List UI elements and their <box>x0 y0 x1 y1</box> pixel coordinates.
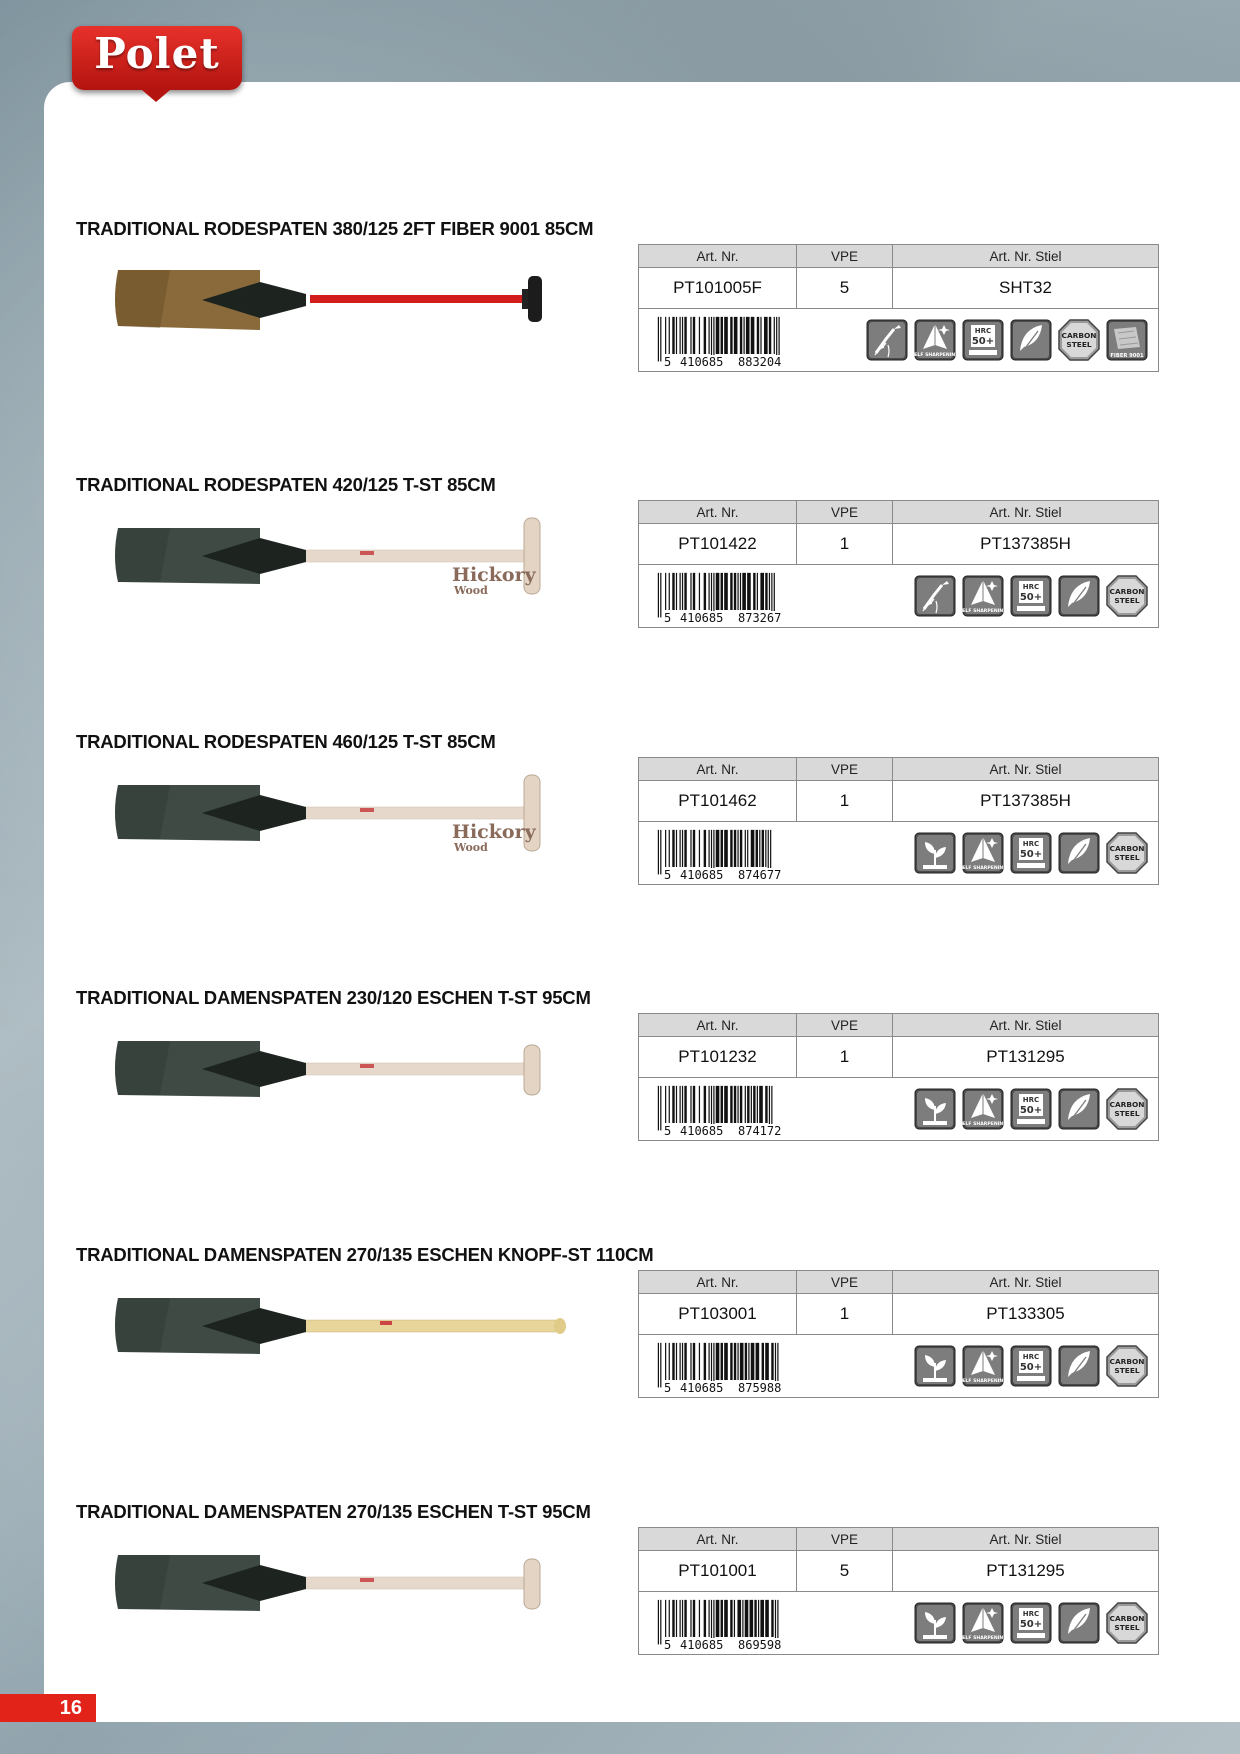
polet-logo: Polet <box>72 26 242 90</box>
feather-light-icon <box>1058 832 1100 874</box>
hrc-50-icon <box>1010 1602 1052 1644</box>
ean-left-digits: 410685 <box>680 355 724 369</box>
vpe-value: 1 <box>797 1294 893 1335</box>
feature-icons <box>797 1335 1159 1398</box>
carbon-steel-icon <box>1058 319 1100 361</box>
barcode-cell <box>639 1592 797 1655</box>
carbon-steel-icon <box>1106 575 1148 617</box>
feature-icons <box>797 1078 1159 1141</box>
spec-table <box>638 500 1159 628</box>
svg-text:STEEL: STEEL <box>1114 1366 1140 1375</box>
feather-light-icon <box>1058 1088 1100 1130</box>
self-sharpening-icon <box>958 832 1008 874</box>
spec-table <box>638 757 1159 885</box>
stiel-value: SHT32 <box>893 268 1159 309</box>
spec-table <box>638 1527 1159 1655</box>
svg-text:CARBON: CARBON <box>1109 1100 1145 1109</box>
stiel-value: PT131295 <box>893 1037 1159 1078</box>
art-nr-value: PT101422 <box>639 524 797 565</box>
self-sharpening-icon <box>958 575 1008 617</box>
svg-text:CARBON: CARBON <box>1109 1614 1145 1623</box>
self-sharpening-icon <box>958 1345 1008 1387</box>
product-entry <box>0 731 1240 931</box>
ean-left-digits: 410685 <box>680 1124 724 1138</box>
ean-right-digits: 873267 <box>738 611 782 625</box>
hrc-50-icon <box>962 319 1004 361</box>
header-art-nr-stiel: Art. Nr. Stiel <box>893 245 1159 268</box>
root-cutting-icon <box>914 575 956 617</box>
svg-text:SELF SHARPENING: SELF SHARPENING <box>958 609 1008 614</box>
art-nr-value: PT101462 <box>639 781 797 822</box>
barcode-cell <box>639 309 797 372</box>
barcode-cell <box>639 1078 797 1141</box>
svg-text:HRC: HRC <box>1022 1096 1040 1104</box>
spade-image <box>110 1272 570 1382</box>
header-vpe: VPE <box>797 758 893 781</box>
svg-text:SELF SHARPENING: SELF SHARPENING <box>958 1636 1008 1641</box>
svg-text:SELF SHARPENING: SELF SHARPENING <box>958 1379 1008 1384</box>
svg-text:FIBER 9001: FIBER 9001 <box>1110 353 1144 359</box>
product-entry <box>0 987 1240 1187</box>
header-vpe: VPE <box>797 1528 893 1551</box>
carbon-steel-icon <box>1106 1088 1148 1130</box>
stiel-value: PT133305 <box>893 1294 1159 1335</box>
svg-text:SELF SHARPENING: SELF SHARPENING <box>958 866 1008 871</box>
header-vpe: VPE <box>797 501 893 524</box>
header-art-nr-stiel: Art. Nr. Stiel <box>893 1271 1159 1294</box>
header-vpe: VPE <box>797 1271 893 1294</box>
feather-light-icon <box>1058 1602 1100 1644</box>
stiel-value: PT137385H <box>893 781 1159 822</box>
ean-lead-digit: 5 <box>664 1381 672 1395</box>
spec-table <box>638 244 1159 372</box>
svg-text:SELF SHARPENING: SELF SHARPENING <box>958 1122 1008 1127</box>
svg-text:HRC: HRC <box>1022 1610 1040 1618</box>
product-title: TRADITIONAL RODESPATEN 420/125 T-ST 85CM <box>76 474 496 495</box>
svg-text:CARBON: CARBON <box>1109 1357 1145 1366</box>
carbon-steel-icon <box>1106 1602 1148 1644</box>
feather-light-icon <box>1010 319 1052 361</box>
header-art-nr-stiel: Art. Nr. Stiel <box>893 758 1159 781</box>
svg-text:50+: 50+ <box>1019 1105 1043 1116</box>
product-title: TRADITIONAL DAMENSPATEN 230/120 ESCHEN T-ST 95CM <box>76 987 591 1008</box>
art-nr-value: PT103001 <box>639 1294 797 1335</box>
vpe-value: 5 <box>797 268 893 309</box>
ean-right-digits: 883204 <box>738 355 782 369</box>
barcode-cell <box>639 1335 797 1398</box>
svg-text:50+: 50+ <box>1019 1619 1043 1630</box>
svg-text:50+: 50+ <box>1019 592 1043 603</box>
header-art-nr: Art. Nr. <box>639 1014 797 1037</box>
svg-text:STEEL: STEEL <box>1114 1623 1140 1632</box>
self-sharpening-icon <box>958 1602 1008 1644</box>
product-entry <box>0 474 1240 674</box>
feature-icons <box>797 822 1159 885</box>
root-cutting-icon <box>866 319 908 361</box>
header-art-nr: Art. Nr. <box>639 1528 797 1551</box>
ean-left-digits: 410685 <box>680 1638 724 1652</box>
vpe-value: 1 <box>797 1037 893 1078</box>
header-art-nr: Art. Nr. <box>639 245 797 268</box>
vpe-value: 1 <box>797 524 893 565</box>
svg-text:CARBON: CARBON <box>1109 587 1145 596</box>
ean-right-digits: 869598 <box>738 1638 782 1652</box>
ean-lead-digit: 5 <box>664 1638 672 1652</box>
svg-text:HRC: HRC <box>1022 583 1040 591</box>
svg-text:50+: 50+ <box>971 336 995 347</box>
planting-icon <box>914 832 956 874</box>
carbon-steel-icon <box>1106 832 1148 874</box>
ean-right-digits: 874172 <box>738 1124 782 1138</box>
product-entry <box>0 1501 1240 1701</box>
hrc-50-icon <box>1010 832 1052 874</box>
planting-icon <box>914 1345 956 1387</box>
svg-text:HRC: HRC <box>1022 1353 1040 1361</box>
svg-text:50+: 50+ <box>1019 1362 1043 1373</box>
svg-text:STEEL: STEEL <box>1114 853 1140 862</box>
hrc-50-icon <box>1010 575 1052 617</box>
vpe-value: 5 <box>797 1551 893 1592</box>
svg-text:HRC: HRC <box>1022 840 1040 848</box>
ean-left-digits: 410685 <box>680 868 724 882</box>
feature-icons <box>797 1592 1159 1655</box>
product-title: TRADITIONAL DAMENSPATEN 270/135 ESCHEN KNOPF-ST 110CM <box>76 1244 654 1265</box>
header-art-nr: Art. Nr. <box>639 1271 797 1294</box>
svg-text:CARBON: CARBON <box>1109 844 1145 853</box>
svg-text:SELF SHARPENING: SELF SHARPENING <box>910 353 960 358</box>
feather-light-icon <box>1058 1345 1100 1387</box>
svg-text:STEEL: STEEL <box>1114 596 1140 605</box>
barcode-cell <box>639 822 797 885</box>
barcode-cell <box>639 565 797 628</box>
page-number: 16 <box>0 1694 96 1722</box>
art-nr-value: PT101005F <box>639 268 797 309</box>
planting-icon <box>914 1602 956 1644</box>
ean-lead-digit: 5 <box>664 355 672 369</box>
spec-table <box>638 1270 1159 1398</box>
carbon-steel-icon <box>1106 1345 1148 1387</box>
header-art-nr: Art. Nr. <box>639 501 797 524</box>
product-title: TRADITIONAL RODESPATEN 460/125 T-ST 85CM <box>76 731 496 752</box>
hickory-wood-label: Hickory Wood <box>452 564 536 597</box>
header-vpe: VPE <box>797 245 893 268</box>
spec-table <box>638 1013 1159 1141</box>
feature-icons <box>797 309 1159 372</box>
product-title: TRADITIONAL RODESPATEN 380/125 2FT FIBER 9001 85CM <box>76 218 594 239</box>
header-art-nr-stiel: Art. Nr. Stiel <box>893 501 1159 524</box>
svg-text:STEEL: STEEL <box>1114 1109 1140 1118</box>
header-art-nr: Art. Nr. <box>639 758 797 781</box>
ean-left-digits: 410685 <box>680 611 724 625</box>
hickory-wood-label: Hickory Wood <box>452 821 536 854</box>
ean-lead-digit: 5 <box>664 868 672 882</box>
spade-image <box>110 1529 570 1639</box>
planting-icon <box>914 1088 956 1130</box>
stiel-value: PT131295 <box>893 1551 1159 1592</box>
ean-right-digits: 875988 <box>738 1381 782 1395</box>
spade-image <box>110 246 570 356</box>
header-art-nr-stiel: Art. Nr. Stiel <box>893 1014 1159 1037</box>
spade-image <box>110 1015 570 1125</box>
fiber-9001-icon <box>1106 319 1148 361</box>
self-sharpening-icon <box>910 319 960 361</box>
svg-text:CARBON: CARBON <box>1061 331 1097 340</box>
ean-lead-digit: 5 <box>664 1124 672 1138</box>
svg-text:50+: 50+ <box>1019 849 1043 860</box>
ean-right-digits: 874677 <box>738 868 782 882</box>
art-nr-value: PT101232 <box>639 1037 797 1078</box>
hrc-50-icon <box>1010 1088 1052 1130</box>
feather-light-icon <box>1058 575 1100 617</box>
hrc-50-icon <box>1010 1345 1052 1387</box>
self-sharpening-icon <box>958 1088 1008 1130</box>
feature-icons <box>797 565 1159 628</box>
product-entry <box>0 218 1240 418</box>
ean-lead-digit: 5 <box>664 611 672 625</box>
art-nr-value: PT101001 <box>639 1551 797 1592</box>
header-vpe: VPE <box>797 1014 893 1037</box>
ean-left-digits: 410685 <box>680 1381 724 1395</box>
product-title: TRADITIONAL DAMENSPATEN 270/135 ESCHEN T-ST 95CM <box>76 1501 591 1522</box>
stiel-value: PT137385H <box>893 524 1159 565</box>
svg-text:HRC: HRC <box>974 327 992 335</box>
product-entry <box>0 1244 1240 1444</box>
vpe-value: 1 <box>797 781 893 822</box>
header-art-nr-stiel: Art. Nr. Stiel <box>893 1528 1159 1551</box>
svg-text:STEEL: STEEL <box>1066 340 1092 349</box>
